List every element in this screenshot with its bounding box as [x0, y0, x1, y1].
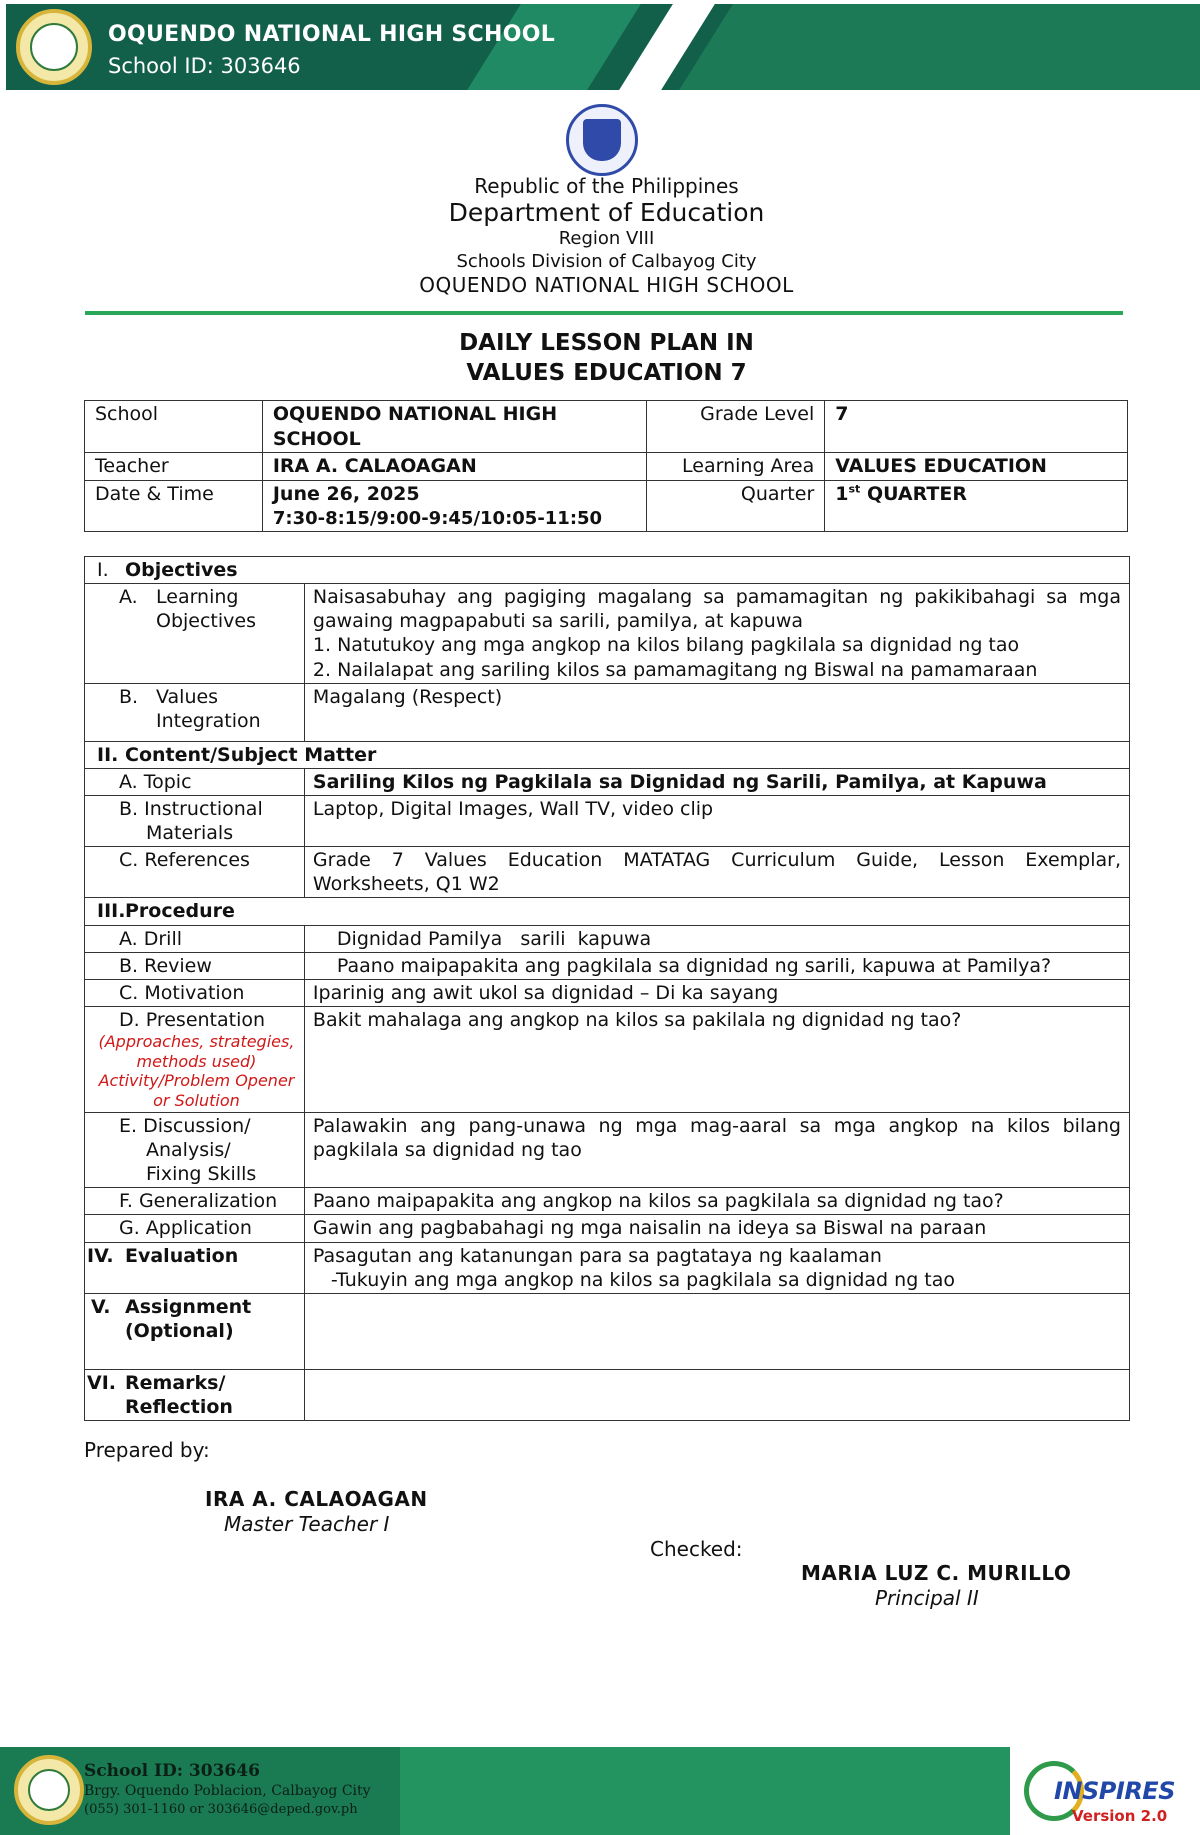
table-row	[85, 453, 1128, 481]
drill-value: Dignidad Pamilya sarili kapuwa	[304, 925, 1129, 952]
application-label: G. Application	[85, 1215, 305, 1242]
motivation-label: C. Motivation	[85, 979, 305, 1006]
discussion-value: Palawakin ang pang-unawa ng mga mag-aaral sa mga angkop na kilos bilang pagkilala sa dignidad ng tao	[304, 1112, 1129, 1187]
school-seal-icon	[14, 1755, 84, 1825]
letterhead-school: OQUENDO NATIONAL HIGH SCHOOL	[419, 273, 794, 297]
section-title: Procedure	[125, 900, 235, 923]
banner-school-name: OQUENDO NATIONAL HIGH SCHOOL	[108, 22, 556, 47]
discussion-label: E. Discussion/ Analysis/ Fixing Skills	[85, 1112, 305, 1187]
inspires-logo-word: INSPIRES	[1054, 1777, 1175, 1805]
section-remarks: VI. Remarks/ Reflection	[85, 1369, 1130, 1420]
document-title: DAILY LESSON PLAN IN	[459, 330, 754, 356]
materials-label: B. Instructional Materials	[85, 795, 305, 846]
topic-value: Sariling Kilos ng Pagkilala sa Dignidad ng Sarili, Pamilya, at Kapuwa	[304, 768, 1129, 795]
table-row	[85, 768, 1130, 795]
time-value: 7:30-8:15/9:00-9:45/10:05-11:50	[272, 507, 603, 529]
learning-objectives-value: Naisasabuhay ang pagiging magalang sa pamamagitan ng pakikibahagi sa mga gawaing magpapabuti sa sarili, pamilya, at kapuwa 1. Natutukoy ang mga angkop na kilos bilang pagkilala sa dignidad ng tao 2. Nailalapat ang sariling kilos sa pamamagitang ng Biswal na pamamaraan	[304, 584, 1129, 684]
header-banner	[6, 4, 1200, 90]
letterhead-department: Department of Education	[448, 198, 765, 227]
table-row	[85, 925, 1130, 952]
presentation-label: D. Presentation (Approaches, strategies, methods used) Activity/Problem Opener or Solution	[85, 1006, 305, 1112]
application-value: Gawin ang pagbabahagi ng mga naisalin na ideya sa Biswal na paraan	[304, 1215, 1129, 1242]
date-label: Date & Time	[85, 481, 263, 532]
table-row	[85, 683, 1130, 741]
checked-by-name: MARIA LUZ C. MURILLO	[801, 1561, 1072, 1585]
footer-address: Brgy. Oquendo Poblacion, Calbayog City	[84, 1783, 371, 1799]
footer-school-id: School ID: 303646	[84, 1761, 260, 1781]
checked-by-role: Principal II	[875, 1586, 979, 1610]
section-title: Assignment	[125, 1295, 252, 1318]
area-value: VALUES EDUCATION	[825, 453, 1128, 481]
letterhead-divider	[85, 311, 1123, 315]
footer-banner	[0, 1747, 1200, 1835]
prepared-by-role: Master Teacher I	[224, 1512, 390, 1536]
motivation-value: Iparinig ang awit ukol sa dignidad – Di ka sayang	[304, 979, 1129, 1006]
table-row	[85, 1112, 1130, 1187]
date-value: June 26, 2025	[272, 483, 420, 506]
lesson-plan-table	[84, 556, 1130, 1421]
inspires-logo-icon	[1010, 1747, 1200, 1835]
teacher-label: Teacher	[85, 453, 263, 481]
presentation-value: Bakit mahalaga ang angkop na kilos sa pakilala ng dignidad ng tao?	[304, 1006, 1129, 1112]
references-value: Grade 7 Values Education MATATAG Curriculum Guide, Lesson Exemplar, Worksheets, Q1 W2	[304, 847, 1129, 898]
table-row	[85, 952, 1130, 979]
review-value: Paano maipapakita ang pagkilala sa dignidad ng sarili, kapuwa at Pamilya?	[304, 952, 1129, 979]
generalization-value: Paano maipapakita ang angkop na kilos sa pagkilala sa dignidad ng tao?	[304, 1188, 1129, 1215]
table-row	[85, 481, 1128, 532]
table-row	[85, 401, 1128, 453]
grade-label: Grade Level	[647, 401, 825, 453]
table-row	[85, 1215, 1130, 1242]
letterhead-region: Region VIII	[558, 228, 655, 249]
teacher-value: IRA A. CALAOAGAN	[262, 453, 647, 481]
section-title: Content/Subject Matter	[125, 743, 377, 766]
quarter-value: 1st QUARTER	[825, 481, 1128, 532]
assignment-value	[304, 1293, 1129, 1369]
footer-contact: (055) 301-1160 or 303646@deped.gov.ph	[84, 1802, 358, 1817]
values-integration-value: Magalang (Respect)	[304, 683, 1129, 741]
values-integration-label: B. Values Integration	[85, 683, 305, 741]
generalization-label: F. Generalization	[85, 1188, 305, 1215]
document-subtitle: VALUES EDUCATION 7	[466, 360, 747, 386]
materials-value: Laptop, Digital Images, Wall TV, video clip	[304, 795, 1129, 846]
evaluation-value: Pasagutan ang katanungan para sa pagtataya ng kaalaman -Tukuyin ang mga angkop na kilos sa pagkilala sa dignidad ng tao	[304, 1242, 1129, 1293]
school-label: School	[85, 401, 263, 453]
section-content: II. Content/Subject Matter	[85, 741, 1130, 768]
checked-by-label: Checked:	[650, 1537, 743, 1561]
banner-school-id: School ID: 303646	[108, 54, 301, 78]
references-label: C. References	[85, 847, 305, 898]
section-objectives: I. Objectives	[85, 557, 1130, 584]
banner-stripe	[679, 4, 1200, 90]
grade-value: 7	[825, 401, 1128, 453]
section-title: Objectives	[125, 559, 238, 581]
deped-seal-icon	[566, 104, 638, 176]
section-procedure: III.Procedure	[85, 898, 1130, 925]
learning-objectives-label: A. Learning Objectives	[85, 584, 305, 684]
remarks-value	[304, 1369, 1129, 1420]
quarter-label: Quarter	[647, 481, 825, 532]
school-value: OQUENDO NATIONAL HIGH SCHOOL	[262, 401, 647, 453]
section-title: Remarks/	[125, 1371, 226, 1394]
presentation-note: (Approaches, strategies, methods used) Activity/Problem Opener or Solution	[98, 1032, 295, 1110]
inspires-logo-version: Version 2.0	[1072, 1807, 1168, 1825]
area-label: Learning Area	[647, 453, 825, 481]
table-row	[85, 1188, 1130, 1215]
section-assignment: V. Assignment (Optional)	[85, 1293, 1130, 1369]
table-row	[85, 1006, 1130, 1112]
school-seal-icon	[16, 9, 92, 85]
lesson-info-table	[84, 400, 1128, 532]
letterhead-republic: Republic of the Philippines	[474, 174, 739, 198]
footer-stripe	[400, 1747, 1020, 1835]
drill-label: A. Drill	[85, 925, 305, 952]
section-title: Evaluation	[125, 1244, 239, 1267]
review-label: B. Review	[85, 952, 305, 979]
table-row	[85, 795, 1130, 846]
section-evaluation: IV. Evaluation Pasagutan ang katanungan para sa pagtataya ng kaalaman -Tukuyin ang mga angkop na kilos sa pagkilala sa dignidad ng tao	[85, 1242, 1130, 1293]
prepared-by-label: Prepared by:	[84, 1438, 210, 1462]
topic-label: A. Topic	[85, 768, 305, 795]
banner-stripe	[467, 4, 641, 90]
prepared-by-name: IRA A. CALAOAGAN	[205, 1487, 428, 1511]
table-row	[85, 584, 1130, 684]
table-row	[85, 979, 1130, 1006]
table-row	[85, 847, 1130, 898]
date-time-value	[262, 481, 647, 532]
letterhead-division: Schools Division of Calbayog City	[456, 251, 757, 272]
